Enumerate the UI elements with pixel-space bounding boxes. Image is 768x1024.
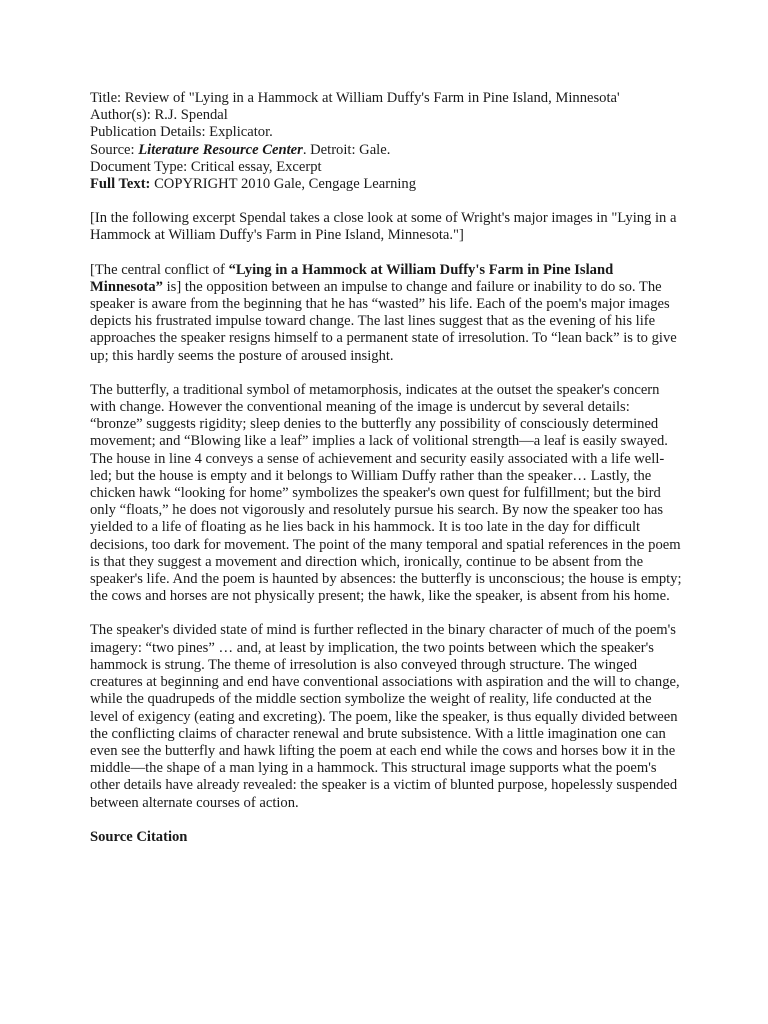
meta-authors: Author(s): R.J. Spendal [90, 107, 228, 124]
meta-title: Title: Review of "Lying in a Hammock at William Duffy's Farm in Pine Island, Minnesota' [90, 90, 620, 106]
source-citation-heading: Source Citation [90, 828, 188, 845]
meta-source-suffix: . Detroit: Gale. [302, 141, 391, 158]
meta-source [90, 142, 682, 159]
spacer [90, 245, 682, 262]
body-paragraph-1 [90, 262, 682, 365]
spacer [90, 365, 682, 382]
meta-source-name: Literature Resource Center [138, 141, 303, 158]
poem-title: “Lying in a Hammock at William Duffy's Farm in Pine Island Minnesota” [90, 261, 614, 295]
intro-paragraph: [In the following excerpt Spendal takes a close look at some of Wright's major images in "Lying in a Hammock at William Duffy's Farm in Pine Island, Minnesota."] [90, 210, 677, 244]
document-page [90, 90, 682, 846]
meta-full-text [90, 176, 682, 193]
meta-publication: Publication Details: Explicator. [90, 124, 273, 141]
body-paragraph-2: The butterfly, a traditional symbol of metamorphosis, indicates at the outset the speaker's concern with change. However the conventional meaning of the image is undercut by several details: “bronze” suggests rigidity; sleep denies to the butterfly any possibility of consciously determined movement; and “Blowing like a leaf” implies a lack of volitional strength—a leaf is easily swayed. The house in line 4 conveys a sense of achievement and security easily associated with a life well-led; but the house is empty and it belongs to William Duffy rather than the speaker… Lastly, the chicken hawk “looking for home” symbolizes the speaker's own quest for fulfillment; but the bird only “floats,” he does not vigorously and resolutely pursue his search. By now the speaker too has yielded to a life of floating as he lies back in his hammock. It is too late in the day for difficult decisions, too dark for movement. The point of the many temporal and spatial references in the poem is that they suggest a movement and direction which, ironically, continue to be absent from the speaker's life. And the poem is haunted by absences: the butterfly is unconscious; the house is empty; the cows and horses are not physically present; the hawk, like the speaker, is absent from his home. [90, 381, 682, 605]
spacer [90, 812, 682, 829]
body-paragraph-3: The speaker's divided state of mind is further reflected in the binary character of much of the poem's imagery: “two pines” … and, at least by implication, the two points between which the speaker's hammock is strung. The theme of irresolution is also conveyed through structure. The winged creatures at beginning and end have conventional associations with aspiration and the will to change, while the quadrupeds of the middle section symbolize the weight of reality, life conducted at the level of exigency (eating and excreting). The poem, like the speaker, is thus equally divided between the conflicting claims of character renewal and brute subsistence. With a little imagination one can even see the butterfly and hawk lifting the poem at each end while the cows and horses bow it in the middle—the shape of a man lying in a hammock. This structural image supports what the poem's other details have already revealed: the speaker is a victim of blunted purpose, hopelessly suspended between alternate courses of action. [90, 622, 680, 811]
meta-document-type: Document Type: Critical essay, Excerpt [90, 158, 322, 175]
spacer [90, 193, 682, 210]
spacer [90, 605, 682, 622]
meta-full-text-value: COPYRIGHT 2010 Gale, Cengage Learning [150, 176, 417, 193]
meta-full-text-label: Full Text: [90, 176, 151, 193]
p1-lead: [The central conflict of [90, 261, 229, 278]
p1-rest: is] the opposition between an impulse to change and failure or inability to do so. The speaker is aware from the beginning that he has “wasted” his life. Each of the poem's major images depicts his frustrated impulse toward change. The last lines suggest that as the evening of his life approaches the speaker resigns himself to a permanent state of irresolution. To “lean back” is to give up; this hardly seems the posture of aroused insight. [90, 278, 677, 364]
meta-source-prefix: Source: [90, 141, 139, 158]
